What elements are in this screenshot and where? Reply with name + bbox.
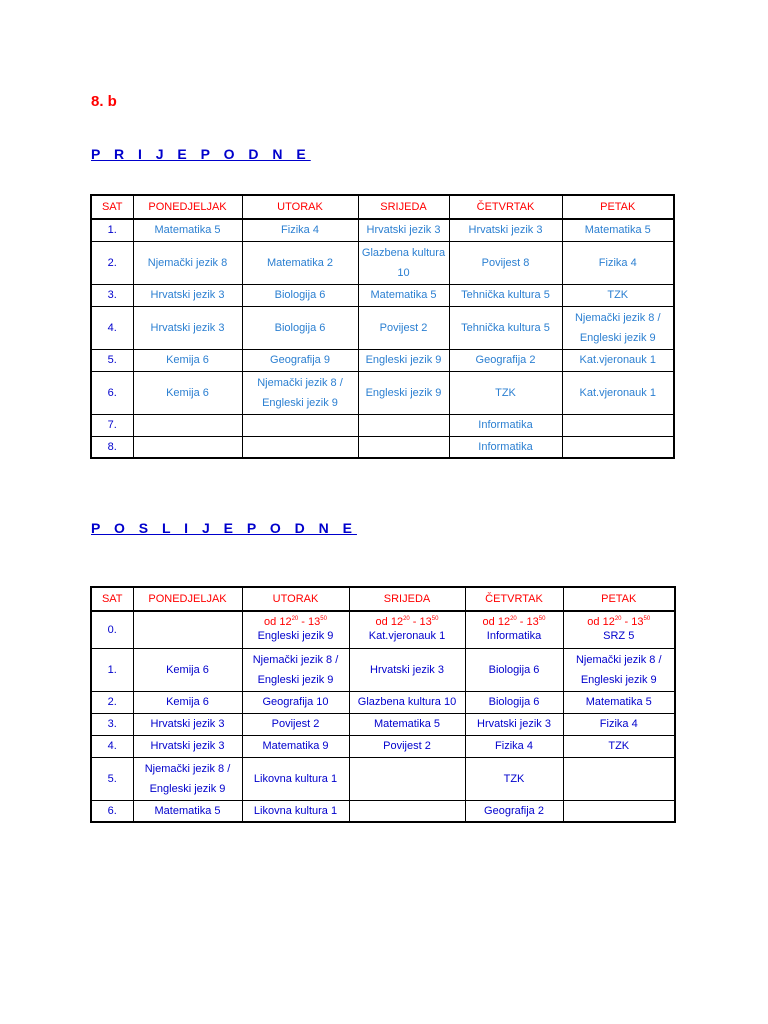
subject-cell: Likovna kultura 1 (242, 757, 349, 800)
table-row (91, 611, 675, 648)
subject-cell (358, 436, 449, 458)
subject-cell: TZK (563, 735, 675, 757)
column-header: ČETVRTAK (449, 195, 562, 219)
header-row (91, 195, 674, 219)
time-range: od $12^{20} - 13^{50}$ (482, 616, 546, 629)
table-row (91, 219, 674, 241)
subject-cell: Hrvatski jezik 3 (133, 284, 242, 306)
period-number: 4. (91, 735, 133, 757)
subject-cell: Matematika 5 (562, 219, 674, 241)
subject-cell: Biologija 6 (465, 691, 563, 713)
subject-cell: Likovna kultura 1 (242, 800, 349, 822)
subject-cell: Njemački jezik 8 / Engleski jezik 9 (562, 306, 674, 349)
subject-cell: Informatika (449, 436, 562, 458)
subject-name: Kat.vjeronauk 1 (368, 630, 446, 643)
column-header: SRIJEDA (358, 195, 449, 219)
subject-cell (349, 800, 465, 822)
morning-title: P R I J E P O D N E (91, 146, 311, 162)
subject-cell (349, 611, 465, 648)
table-row (91, 691, 675, 713)
subject-cell: Povijest 8 (449, 241, 562, 284)
subject-cell (562, 414, 674, 436)
subject-cell: Engleski jezik 9 (358, 349, 449, 371)
subject-cell: Matematika 5 (358, 284, 449, 306)
subject-cell: Kemija 6 (133, 648, 242, 691)
subject-cell: Glazbena kultura 10 (349, 691, 465, 713)
subject-cell: Njemački jezik 8 / Engleski jezik 9 (563, 648, 675, 691)
subject-cell: Hrvatski jezik 3 (133, 713, 242, 735)
subject-cell: Biologija 6 (242, 306, 358, 349)
table-row (91, 371, 674, 414)
table-row (91, 436, 674, 458)
subject-cell (358, 414, 449, 436)
column-header: UTORAK (242, 587, 349, 611)
subject-cell: Geografija 2 (449, 349, 562, 371)
period-number: 6. (91, 800, 133, 822)
period-number: 1. (91, 219, 133, 241)
table-row (91, 757, 675, 800)
afternoon-timetable (90, 586, 676, 823)
column-header: PETAK (563, 587, 675, 611)
subject-cell (133, 414, 242, 436)
table-row (91, 735, 675, 757)
time-range: od $12^{20} - 13^{50}$ (587, 616, 651, 629)
subject-cell (563, 800, 675, 822)
period-number: 2. (91, 691, 133, 713)
subject-cell: Kat.vjeronauk 1 (562, 371, 674, 414)
subject-cell: Kemija 6 (133, 349, 242, 371)
afternoon-title: P O S L I J E P O D N E (91, 520, 357, 536)
subject-cell: Hrvatski jezik 3 (465, 713, 563, 735)
subject-cell: Fizika 4 (242, 219, 358, 241)
subject-cell: Njemački jezik 8 / Engleski jezik 9 (242, 648, 349, 691)
time-range: od $12^{20} - 13^{50}$ (264, 616, 327, 629)
subject-cell: Povijest 2 (242, 713, 349, 735)
table-row (91, 306, 674, 349)
subject-cell: Povijest 2 (358, 306, 449, 349)
period-number: 4. (91, 306, 133, 349)
table-row (91, 713, 675, 735)
subject-cell: Kemija 6 (133, 371, 242, 414)
subject-cell: Matematika 5 (563, 691, 675, 713)
subject-cell (133, 436, 242, 458)
subject-cell: Matematika 2 (242, 241, 358, 284)
subject-cell: Fizika 4 (562, 241, 674, 284)
subject-cell: Hrvatski jezik 3 (349, 648, 465, 691)
subject-cell: Kat.vjeronauk 1 (562, 349, 674, 371)
subject-cell (242, 611, 349, 648)
subject-cell: Njemački jezik 8 (133, 241, 242, 284)
header-row (91, 587, 675, 611)
subject-cell: Hrvatski jezik 3 (133, 306, 242, 349)
subject-cell: Njemački jezik 8 / Engleski jezik 9 (242, 371, 358, 414)
subject-cell (242, 436, 358, 458)
subject-cell: Geografija 2 (465, 800, 563, 822)
table-row (91, 800, 675, 822)
subject-cell (563, 757, 675, 800)
subject-cell: Povijest 2 (349, 735, 465, 757)
subject-cell: Matematika 5 (133, 219, 242, 241)
column-header: SAT (91, 587, 133, 611)
subject-cell: Glazbena kultura 10 (358, 241, 449, 284)
subject-cell: TZK (449, 371, 562, 414)
subject-cell: Matematika 5 (133, 800, 242, 822)
subject-cell (349, 757, 465, 800)
subject-cell: Matematika 9 (242, 735, 349, 757)
period-number: 3. (91, 713, 133, 735)
subject-cell (563, 611, 675, 648)
subject-cell: Engleski jezik 9 (358, 371, 449, 414)
subject-cell: Matematika 5 (349, 713, 465, 735)
table-row (91, 349, 674, 371)
period-number: 1. (91, 648, 133, 691)
subject-cell: Fizika 4 (465, 735, 563, 757)
subject-cell: Informatika (449, 414, 562, 436)
subject-cell: Fizika 4 (563, 713, 675, 735)
subject-cell: Hrvatski jezik 3 (449, 219, 562, 241)
period-number: 3. (91, 284, 133, 306)
subject-cell (133, 611, 242, 648)
period-number: 0. (91, 611, 133, 648)
subject-cell (242, 414, 358, 436)
subject-name: Engleski jezik 9 (257, 630, 334, 643)
table-row (91, 241, 674, 284)
table-row (91, 414, 674, 436)
subject-cell: TZK (465, 757, 563, 800)
table-row (91, 284, 674, 306)
subject-cell: Geografija 9 (242, 349, 358, 371)
subject-name: SRZ 5 (603, 630, 635, 643)
column-header: PONEDJELJAK (133, 587, 242, 611)
subject-cell: Hrvatski jezik 3 (133, 735, 242, 757)
subject-cell: Tehnička kultura 5 (449, 284, 562, 306)
subject-cell (562, 436, 674, 458)
table-row (91, 648, 675, 691)
morning-timetable (90, 194, 675, 459)
period-number: 2. (91, 241, 133, 284)
subject-cell: Biologija 6 (242, 284, 358, 306)
period-number: 7. (91, 414, 133, 436)
subject-cell (465, 611, 563, 648)
subject-cell: Hrvatski jezik 3 (358, 219, 449, 241)
column-header: ČETVRTAK (465, 587, 563, 611)
column-header: SAT (91, 195, 133, 219)
subject-cell: Njemački jezik 8 / Engleski jezik 9 (133, 757, 242, 800)
column-header: PONEDJELJAK (133, 195, 242, 219)
subject-cell: Biologija 6 (465, 648, 563, 691)
subject-cell: Kemija 6 (133, 691, 242, 713)
period-number: 6. (91, 371, 133, 414)
period-number: 8. (91, 436, 133, 458)
time-range: od $12^{20} - 13^{50}$ (375, 616, 439, 629)
subject-cell: TZK (562, 284, 674, 306)
class-title: 8. b (91, 93, 117, 110)
period-number: 5. (91, 349, 133, 371)
subject-cell: Tehnička kultura 5 (449, 306, 562, 349)
column-header: SRIJEDA (349, 587, 465, 611)
column-header: UTORAK (242, 195, 358, 219)
subject-name: Informatika (486, 630, 542, 643)
column-header: PETAK (562, 195, 674, 219)
period-number: 5. (91, 757, 133, 800)
subject-cell: Geografija 10 (242, 691, 349, 713)
